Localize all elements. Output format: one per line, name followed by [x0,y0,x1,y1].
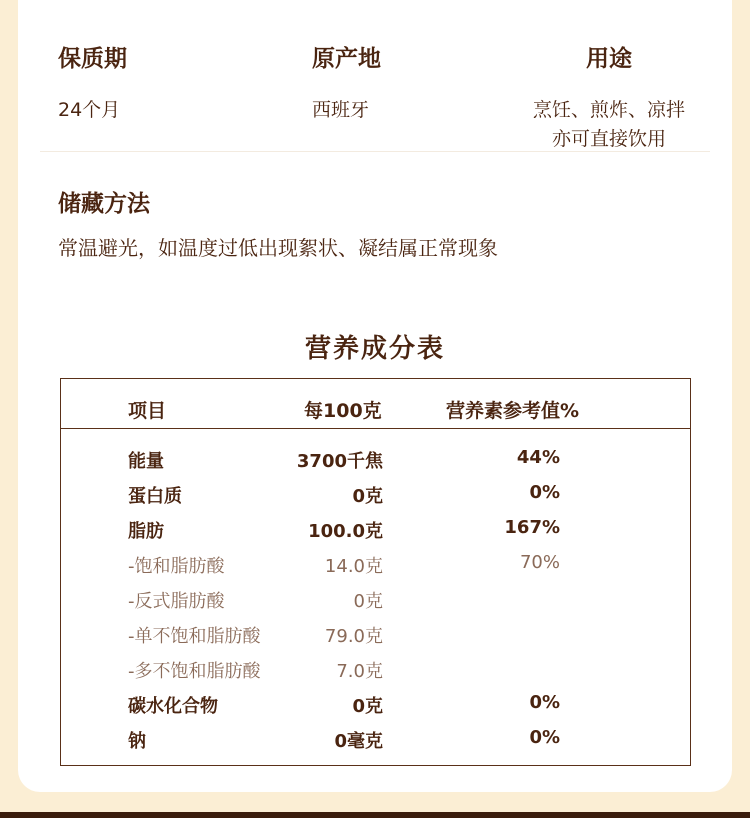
storage-text: 常温避光，如温度过低出现絮状、凝结属正常现象 [58,236,498,260]
shelf-life-value: 24个月 [58,99,121,121]
header-item: 项目 [128,400,167,422]
usage-value-line2: 亦可直接饮用 [551,128,666,150]
row-name: 碳水化合物 [128,696,218,717]
row-name: -反式脂肪酸 [128,591,225,612]
usage-column [488,40,730,154]
row-name: 能量 [128,451,164,472]
product-info-card [18,0,732,792]
storage-title: 储藏方法 [58,191,150,217]
row-nrv: 167% [504,517,560,538]
row-nrv: 44% [516,447,560,468]
origin-label: 原产地 [312,46,381,72]
shelf-life-label: 保质期 [58,46,127,72]
row-amount: 14.0克 [324,556,383,577]
bottom-border [0,812,750,818]
usage-label: 用途 [586,46,632,72]
row-name: -多不饱和脂肪酸 [128,661,261,682]
nutrition-table [60,378,691,766]
shelf-life-column [58,40,127,125]
row-name: 脂肪 [128,521,164,542]
row-nrv: 70% [519,552,560,573]
nutrition-table-title: 营养成分表 [304,334,445,364]
row-name: -单不饱和脂肪酸 [128,626,261,647]
row-amount: 0克 [353,591,383,612]
row-name: 钠 [128,731,146,752]
origin-value: 西班牙 [312,99,370,121]
row-amount: 3700千焦 [296,451,383,472]
row-nrv: 0% [529,727,560,748]
row-amount: 7.0克 [336,661,383,682]
header-divider [61,428,690,429]
origin-column [312,40,381,125]
divider [40,151,710,152]
row-amount: 100.0克 [308,521,383,542]
row-amount: 79.0克 [324,626,383,647]
row-name: 蛋白质 [128,486,182,507]
header-nrv: 营养素参考值% [446,400,580,422]
usage-value-line1: 烹饪、煎炸、凉拌 [532,99,685,121]
row-nrv: 0% [529,692,560,713]
row-amount: 0克 [352,696,383,717]
row-name: -饱和脂肪酸 [128,556,225,577]
row-amount: 0克 [352,486,383,507]
row-amount: 0毫克 [334,731,383,752]
row-nrv: 0% [529,482,560,503]
header-per100: 每100克 [304,400,382,422]
